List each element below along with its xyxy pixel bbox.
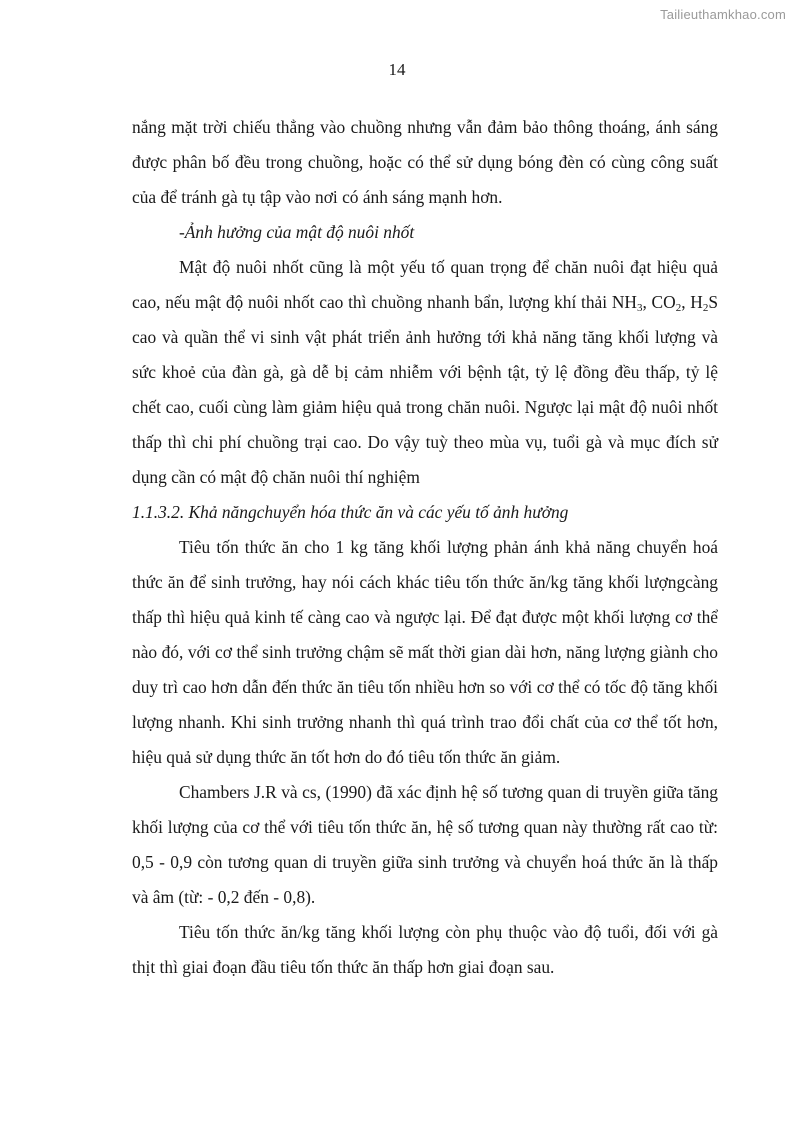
subscript-nh3: 3 <box>636 302 643 314</box>
density-text-4: S cao và quần thể vi sinh vật phát triển ảnh hưởng tới khả năng tăng khối lượng và sức khoẻ của đàn gà, gà dễ bị cảm nhiễm với bệnh tật, tỷ lệ đồng đều thấp, tỷ lệ chết cao, cuối cùng làm giảm hiệu quả trong chăn nuôi. Ngược lại mật độ nuôi nhốt thấp thì chi phí chuồng trại cao. Do vậy tuỳ theo mùa vụ, tuổi gà và mục đích sử dụng cần có mật độ chăn nuôi thí nghiệm <box>132 292 718 487</box>
page-number: 14 <box>388 60 406 79</box>
paragraph-age: Tiêu tốn thức ăn/kg tăng khối lượng còn phụ thuộc vào độ tuổi, đối với gà thịt thì giai đoạn đầu tiêu tốn thức ăn thấp hơn giai đoạn sau. <box>132 922 718 977</box>
density-text-3: , H <box>681 292 703 312</box>
paragraph-chambers: Chambers J.R và cs, (1990) đã xác định hệ số tương quan di truyền giữa tăng khối lượng của cơ thể với tiêu tốn thức ăn, hệ số tương quan này thường rất cao từ: 0,5 - 0,9 còn tương quan di truyền giữa sinh trưởng và chuyển hoá thức ăn là thấp và âm (từ: - 0,2 đến - 0,8). <box>132 782 718 907</box>
density-text-2: , CO <box>642 292 676 312</box>
paragraph-feed-conversion: Tiêu tốn thức ăn cho 1 kg tăng khối lượng phản ánh khả năng chuyển hoá thức ăn để sinh trưởng, hay nói cách khác tiêu tốn thức ăn/kg tăng khối lượngcàng thấp thì hiệu quả kinh tế càng cao và ngược lại. Để đạt được một khối lượng cơ thể nào đó, với cơ thể sinh trưởng chậm sẽ mất thời gian dài hơn, năng lượng giành cho duy trì cao hơn dẫn đến thức ăn tiêu tốn nhiều hơn so với cơ thể có tốc độ tăng khối lượng nhanh. Khi sinh trưởng nhanh thì quá trình trao đổi chất của cơ thể tốt hơn, hiệu quả sử dụng thức ăn tốt hơn do đó tiêu tốn thức ăn giảm. <box>132 537 718 767</box>
watermark: Tailieuthamkhao.com <box>660 7 786 22</box>
paragraph-lighting: nắng mặt trời chiếu thẳng vào chuồng nhưng vẫn đảm bảo thông thoáng, ánh sáng được phân bố đều trong chuồng, hoặc có thể sử dụng bóng đèn có cùng công suất của để tránh gà tụ tập vào nơi có ánh sáng mạnh hơn. <box>132 117 718 207</box>
subscript-h2s: 2 <box>702 302 709 314</box>
density-text-1: Mật độ nuôi nhốt cũng là một yếu tố quan trọng để chăn nuôi đạt hiệu quả cao, nếu mật độ nuôi nhốt cao thì chuồng nhanh bẩn, lượng khí thải NH <box>132 257 718 312</box>
subheading-density: -Ảnh hưởng của mật độ nuôi nhốt <box>179 222 415 242</box>
subscript-co2: 2 <box>675 302 682 314</box>
section-heading: 1.1.3.2. Khả năngchuyển hóa thức ăn và các yếu tố ảnh hưởng <box>132 502 569 522</box>
document-body <box>132 110 718 985</box>
paragraph-density <box>132 250 718 495</box>
